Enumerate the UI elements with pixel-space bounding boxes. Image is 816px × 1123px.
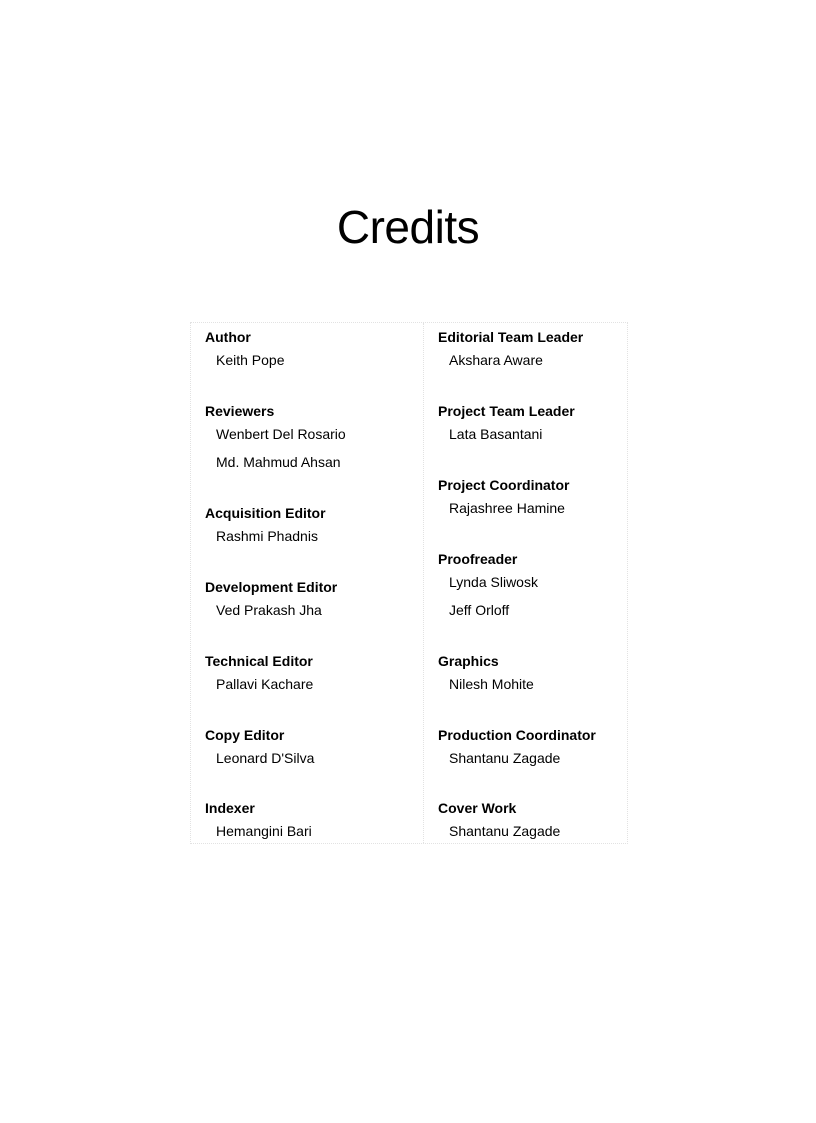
credits-column-right xyxy=(424,323,627,843)
role-label: Project Coordinator xyxy=(438,477,570,493)
credit-group-project-coordinator xyxy=(438,475,627,518)
person-name: Hemangini Bari xyxy=(216,823,312,839)
role-label: Graphics xyxy=(438,653,499,669)
person-name: Shantanu Zagade xyxy=(449,750,561,766)
person-name: Lata Basantani xyxy=(449,426,543,442)
role-label: Acquisition Editor xyxy=(205,505,326,521)
credit-group-editorial-team-leader xyxy=(438,327,627,370)
credit-group-graphics xyxy=(438,651,627,694)
credit-group-cover-work xyxy=(438,798,627,841)
person-name: Rashmi Phadnis xyxy=(216,528,318,544)
person-name: Pallavi Kachare xyxy=(216,676,314,692)
role-label: Production Coordinator xyxy=(438,727,596,743)
role-label: Development Editor xyxy=(205,579,338,595)
person-name: Md. Mahmud Ahsan xyxy=(216,454,341,470)
role-label: Technical Editor xyxy=(205,653,313,669)
credit-group-acquisition-editor xyxy=(205,503,423,546)
role-label: Proofreader xyxy=(438,551,518,567)
person-name: Shantanu Zagade xyxy=(449,823,561,839)
person-name: Akshara Aware xyxy=(449,352,543,368)
person-name: Lynda Sliwosk xyxy=(449,574,538,590)
person-name: Ved Prakash Jha xyxy=(216,602,322,618)
credits-table xyxy=(190,322,628,844)
person-name: Nilesh Mohite xyxy=(449,676,534,692)
credit-group-reviewers xyxy=(205,401,423,472)
credit-group-copy-editor xyxy=(205,725,423,768)
role-label: Author xyxy=(205,329,251,345)
role-label: Editorial Team Leader xyxy=(438,329,584,345)
credit-group-author xyxy=(205,327,423,370)
person-name: Keith Pope xyxy=(216,352,285,368)
person-name: Wenbert Del Rosario xyxy=(216,426,346,442)
role-label: Cover Work xyxy=(438,800,517,816)
role-label: Reviewers xyxy=(205,403,275,419)
credit-group-development-editor xyxy=(205,577,423,620)
role-label: Copy Editor xyxy=(205,727,285,743)
role-label: Indexer xyxy=(205,800,255,816)
person-name: Rajashree Hamine xyxy=(449,500,565,516)
credits-column-left xyxy=(191,323,424,843)
credit-group-indexer xyxy=(205,798,423,841)
credit-group-project-team-leader xyxy=(438,401,627,444)
person-name: Jeff Orloff xyxy=(449,602,510,618)
credit-group-technical-editor xyxy=(205,651,423,694)
role-label: Project Team Leader xyxy=(438,403,575,419)
credit-group-proofreader xyxy=(438,549,627,620)
page-title: Credits xyxy=(336,201,480,253)
person-name: Leonard D'Silva xyxy=(216,750,315,766)
credit-group-production-coordinator xyxy=(438,725,627,768)
